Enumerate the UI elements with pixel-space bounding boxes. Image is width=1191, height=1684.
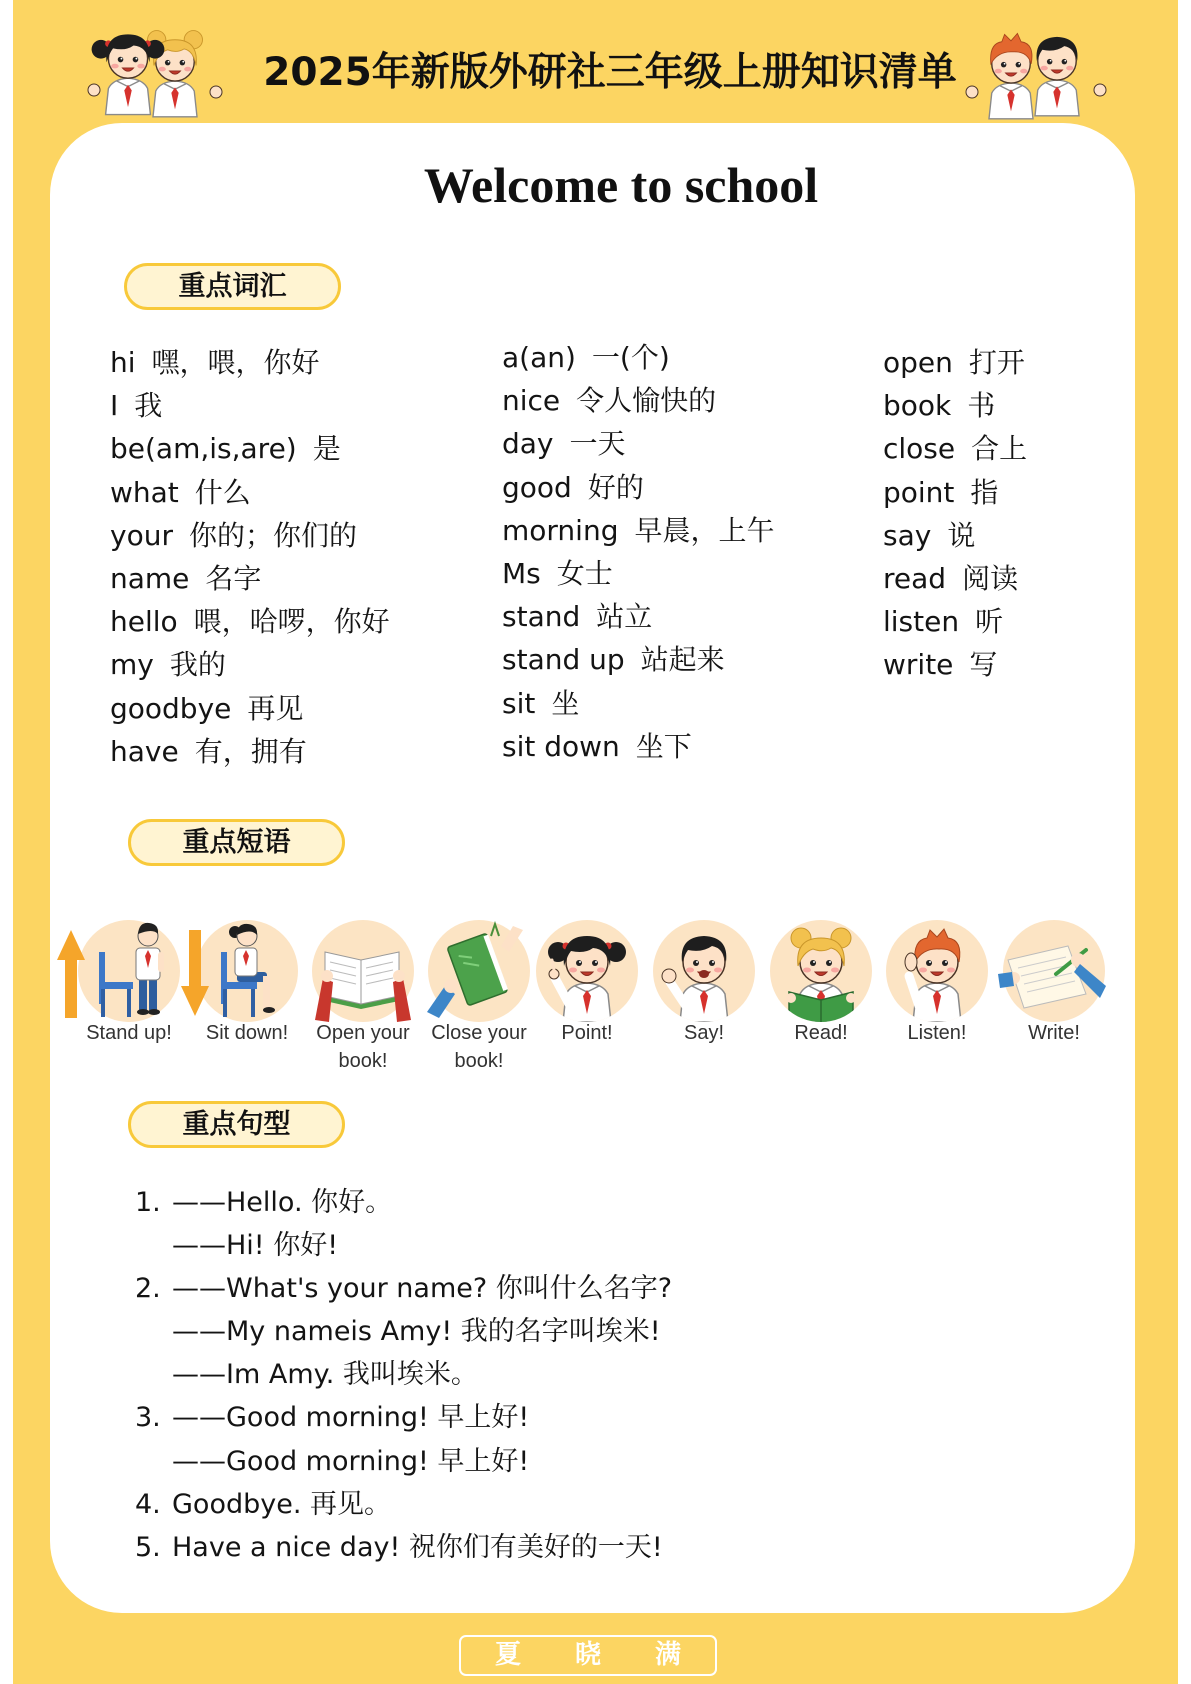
- vocab-item: [502, 379, 775, 422]
- vocab-english: open: [883, 346, 953, 379]
- vocab-item: [502, 682, 775, 725]
- vocab-english: book: [883, 389, 952, 423]
- vocab-chinese: 早晨，上午: [634, 513, 775, 547]
- vocab-item: [883, 643, 1027, 686]
- vocab-english: sit: [502, 686, 536, 720]
- vocab-chinese: 再见: [247, 691, 304, 725]
- vocab-english: your: [110, 518, 173, 552]
- sentence-line: [135, 1224, 672, 1267]
- phrase-label: Close your book!: [431, 1022, 527, 1072]
- vocab-english: say: [883, 518, 932, 552]
- sentence-text: ——Hello. 你好。: [172, 1187, 393, 1218]
- boys-waving-icon: [960, 12, 1110, 126]
- vocab-chinese: 站起来: [640, 643, 725, 677]
- phrase-label: Listen!: [907, 1022, 967, 1044]
- vocab-item: [502, 595, 775, 638]
- vocab-english: what: [110, 475, 179, 509]
- phrase-item: [303, 916, 423, 1086]
- vocab-english: stand: [502, 600, 581, 634]
- vocab-column-1: [110, 341, 390, 773]
- vocab-chinese: 我的: [169, 648, 226, 682]
- vocab-chinese: 喂，哈啰，你好: [193, 605, 390, 639]
- vocab-chinese: 有，拥有: [194, 734, 307, 768]
- vocab-column-3: [883, 341, 1027, 687]
- vocab-column-2: [502, 336, 775, 768]
- vocab-english: point: [883, 475, 955, 509]
- phrase-label: Point!: [561, 1022, 613, 1044]
- vocab-chinese: 阅读: [962, 561, 1019, 595]
- vocab-item: [883, 427, 1027, 470]
- vocab-chinese: 是: [312, 432, 341, 466]
- vocab-english: hello: [110, 605, 178, 639]
- sentence-text: ——Good morning! 早上好!: [172, 1445, 530, 1477]
- vocab-english: my: [110, 648, 154, 682]
- sentence-line: [135, 1526, 672, 1569]
- phrase-label: Stand up!: [86, 1022, 172, 1044]
- section-label-vocabulary: 重点词汇: [124, 263, 341, 310]
- vocab-chinese: 站立: [596, 600, 653, 634]
- phrase-item: [877, 916, 997, 1086]
- vocab-item: [883, 384, 1027, 427]
- vocab-item: [883, 600, 1027, 643]
- vocab-item: [110, 341, 390, 384]
- vocab-chinese: 听: [975, 605, 1004, 639]
- vocab-english: good: [502, 470, 572, 504]
- stand-up-illustration: [69, 916, 189, 1026]
- vocab-english: morning: [502, 513, 619, 547]
- sentence-text: ——Hi! 你好!: [172, 1230, 339, 1262]
- vocab-chinese: 说: [947, 518, 976, 552]
- vocab-item: [502, 422, 775, 465]
- phrase-item: [527, 916, 647, 1086]
- sentence-number: 4.: [135, 1488, 161, 1520]
- vocab-chinese: 合上: [971, 432, 1028, 466]
- vocab-english: name: [110, 561, 190, 595]
- vocab-item: [883, 471, 1027, 514]
- say-illustration: [644, 916, 764, 1026]
- vocab-english: listen: [883, 605, 960, 639]
- vocab-chinese: 令人愉快的: [576, 384, 717, 418]
- vocab-item: [110, 471, 390, 514]
- vocab-english: day: [502, 427, 554, 461]
- phrase-item: [644, 916, 764, 1086]
- vocab-item: [110, 687, 390, 730]
- vocab-item: [502, 336, 775, 379]
- footer-signature: 夏 晓 满: [459, 1635, 717, 1676]
- sentence-text: Goodbye. 再见。: [172, 1488, 391, 1520]
- vocab-english: a(an): [502, 341, 576, 374]
- sentence-number: 2.: [135, 1273, 161, 1305]
- sentence-line: [135, 1181, 672, 1224]
- vocab-item: [502, 509, 775, 552]
- sentence-line: [135, 1483, 672, 1526]
- phrase-item: [761, 916, 881, 1086]
- sentence-number: 1.: [135, 1187, 161, 1218]
- vocab-english: be(am,is,are): [110, 432, 297, 466]
- phrase-item: [187, 916, 307, 1086]
- phrase-label: Sit down!: [205, 1022, 289, 1044]
- vocab-item: [110, 384, 390, 427]
- girls-waving-icon: [78, 8, 228, 126]
- vocab-english: Ms: [502, 556, 541, 590]
- vocab-item: [110, 557, 390, 600]
- sentence-number: 3.: [135, 1402, 161, 1434]
- sentence-line: [135, 1267, 672, 1310]
- vocab-chinese: 什么: [194, 475, 251, 509]
- vocab-chinese: 你的；你们的: [188, 518, 357, 552]
- phrase-item: [994, 916, 1114, 1086]
- page-title: Welcome to school: [423, 157, 819, 213]
- vocab-chinese: 书: [967, 389, 996, 423]
- vocab-chinese: 坐: [551, 686, 580, 720]
- vocab-chinese: 写: [969, 648, 998, 682]
- vocab-chinese: 女士: [556, 556, 613, 590]
- phrase-label: Say!: [683, 1022, 725, 1044]
- section-label-phrases: 重点短语: [128, 819, 345, 866]
- vocab-item: [110, 730, 390, 773]
- vocab-english: goodbye: [110, 691, 232, 725]
- write-illustration: [994, 916, 1114, 1026]
- sentence-line: [135, 1310, 672, 1353]
- vocab-chinese: 打开: [968, 346, 1025, 379]
- vocab-english: hi: [110, 346, 136, 379]
- vocab-item: [502, 725, 775, 768]
- vocab-item: [110, 427, 390, 470]
- phrase-item: [69, 916, 189, 1086]
- vocab-item: [502, 552, 775, 595]
- vocab-item: [502, 638, 775, 681]
- vocab-chinese: 我: [134, 389, 163, 423]
- sit-down-illustration: [187, 916, 307, 1026]
- vocab-english: have: [110, 734, 179, 768]
- vocab-item: [110, 643, 390, 686]
- vocab-item: [110, 514, 390, 557]
- section-label-sentences: 重点句型: [128, 1101, 345, 1148]
- vocab-english: close: [883, 432, 956, 466]
- open-book-illustration: [303, 916, 423, 1026]
- close-book-illustration: [419, 916, 539, 1026]
- vocab-chinese: 坐下: [635, 729, 692, 763]
- vocab-english: read: [883, 561, 947, 595]
- phrase-label: Read!: [794, 1022, 848, 1044]
- sentence-text: ——My nameis Amy! 我的名字叫埃米!: [172, 1316, 661, 1348]
- vocab-item: [110, 600, 390, 643]
- point-illustration: [527, 916, 647, 1026]
- vocab-english: write: [883, 648, 954, 682]
- sentence-number: 5.: [135, 1531, 161, 1563]
- vocab-item: [883, 341, 1027, 384]
- vocab-chinese: 一天: [569, 427, 626, 461]
- vocab-english: sit down: [502, 729, 620, 763]
- sentence-line: [135, 1353, 672, 1396]
- sentence-line: [135, 1440, 672, 1483]
- sentence-list: [135, 1181, 672, 1569]
- sentence-text: ——Good morning! 早上好!: [172, 1402, 530, 1434]
- sentence-line: [135, 1396, 672, 1439]
- vocab-chinese: 好的: [587, 470, 644, 504]
- sentence-text: ——What's your name? 你叫什么名字?: [172, 1273, 673, 1305]
- phrase-label: Write!: [1028, 1022, 1080, 1044]
- header-title: 2025年新版外研社三年级上册知识清单: [263, 50, 957, 95]
- listen-illustration: [877, 916, 997, 1026]
- vocab-item: [883, 557, 1027, 600]
- vocab-chinese: 一(个): [591, 341, 670, 374]
- phrase-label: Open your book!: [316, 1022, 410, 1072]
- vocab-chinese: 名字: [205, 561, 262, 595]
- vocab-item: [883, 514, 1027, 557]
- vocab-english: stand up: [502, 643, 625, 677]
- vocab-chinese: 指: [970, 475, 999, 509]
- read-illustration: [761, 916, 881, 1026]
- vocab-item: [502, 466, 775, 509]
- sentence-text: ——Im Amy. 我叫埃米。: [172, 1359, 478, 1391]
- phrase-item: [419, 916, 539, 1086]
- vocab-english: nice: [502, 384, 561, 418]
- sentence-text: Have a nice day! 祝你们有美好的一天!: [172, 1531, 663, 1563]
- vocab-chinese: 嘿，喂，你好: [151, 346, 320, 379]
- vocab-english: I: [110, 389, 119, 423]
